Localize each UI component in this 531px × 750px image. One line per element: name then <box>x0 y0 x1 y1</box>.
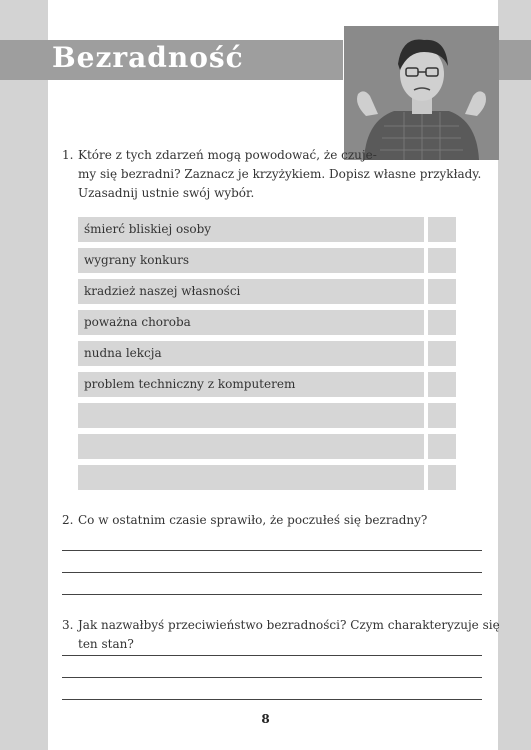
left-margin-band <box>0 0 48 750</box>
checkbox-cell[interactable] <box>428 372 456 397</box>
question-1-line-2: my się bezradni? Zaznacz je krzyżykiem. Dopisz własne przykłady. <box>78 167 482 181</box>
checkbox-cell[interactable] <box>428 310 456 335</box>
table-row-blank[interactable] <box>78 465 424 490</box>
checkbox-cell[interactable] <box>428 434 456 459</box>
title-band-right <box>499 40 531 80</box>
question-3-number: 3. <box>62 618 74 632</box>
question-1-line-3: Uzasadnij ustnie swój wybór. <box>78 186 255 200</box>
answer-line[interactable] <box>62 699 482 700</box>
row-label: śmierć bliskiej osoby <box>84 222 212 236</box>
table-row <box>78 341 424 366</box>
checkbox-cell[interactable] <box>428 279 456 304</box>
page-number: 8 <box>261 712 270 726</box>
table-row <box>78 310 424 335</box>
question-3 <box>62 616 502 651</box>
row-label: wygrany konkurs <box>84 253 190 267</box>
checkbox-cell[interactable] <box>428 403 456 428</box>
table-row <box>78 217 424 242</box>
question-1-line-1: Które z tych zdarzeń mogą powodować, że czuje- <box>78 148 377 162</box>
confused-man-illustration <box>344 26 499 160</box>
checkbox-cell[interactable] <box>428 341 456 366</box>
checkbox-cell[interactable] <box>428 248 456 273</box>
answer-line[interactable] <box>62 550 482 551</box>
page-title: Bezradność <box>52 41 244 74</box>
answer-line[interactable] <box>62 572 482 573</box>
table-row <box>78 248 424 273</box>
row-label: nudna lekcja <box>84 346 162 360</box>
right-margin-band <box>498 0 531 750</box>
table-row <box>78 372 424 397</box>
question-2-number: 2. <box>62 513 74 527</box>
table-row <box>78 279 424 304</box>
row-label: poważna choroba <box>84 315 191 329</box>
answer-line[interactable] <box>62 655 482 656</box>
row-label: problem techniczny z komputerem <box>84 377 296 391</box>
question-1-number: 1. <box>62 148 74 162</box>
question-2 <box>62 511 492 531</box>
answer-line[interactable] <box>62 594 482 595</box>
checkbox-cell[interactable] <box>428 217 456 242</box>
table-row-blank[interactable] <box>78 434 424 459</box>
answer-line[interactable] <box>62 677 482 678</box>
table-row-blank[interactable] <box>78 403 424 428</box>
row-label: kradzież naszej własności <box>84 284 241 298</box>
question-1 <box>62 146 482 206</box>
checkbox-cell[interactable] <box>428 465 456 490</box>
question-2-text: Co w ostatnim czasie sprawiło, że poczułeś się bezradny? <box>78 513 428 527</box>
question-3-text: Jak nazwałbyś przeciwieństwo bezradności? Czym charakteryzuje się ten stan? <box>78 618 500 651</box>
